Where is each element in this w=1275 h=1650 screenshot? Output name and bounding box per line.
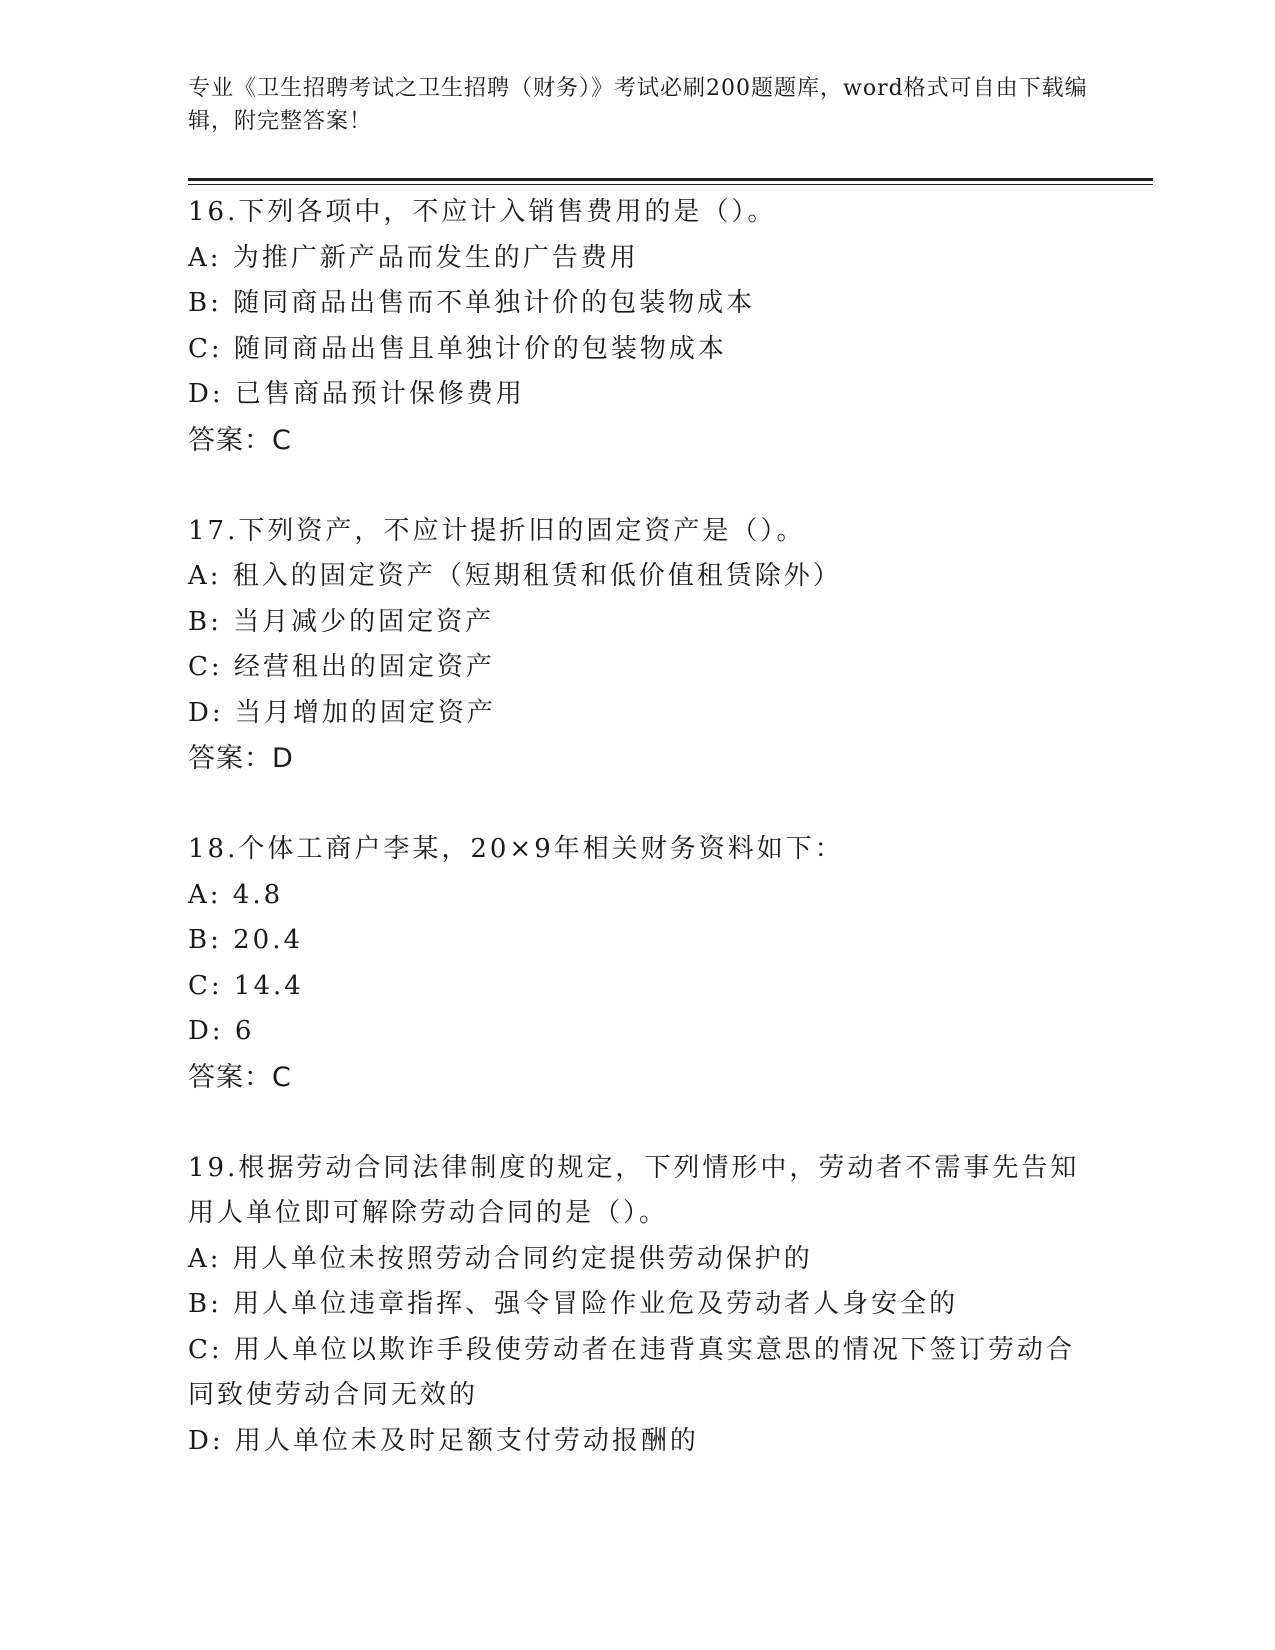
option-c: C: 经营租出的固定资产 [188, 652, 495, 682]
option-a: A: 用人单位未按照劳动合同约定提供劳动保护的 [188, 1243, 813, 1274]
question-18 [188, 827, 1088, 1100]
question-stem: 18.个体工商户李某，20×9年相关财务资料如下： [188, 834, 844, 864]
header-rule-thick [188, 178, 1153, 181]
answer-line: 答案：C [188, 1061, 292, 1093]
option-d: D: 已售商品预计保修费用 [188, 379, 525, 409]
option-b: B: 20.4 [188, 925, 304, 955]
question-stem: 17.下列资产，不应计提折旧的固定资产是（）。 [188, 515, 806, 546]
question-16 [188, 190, 1088, 463]
option-d: D: 当月增加的固定资产 [188, 697, 496, 728]
option-b: B: 随同商品出售而不单独计价的包装物成本 [188, 288, 756, 318]
option-c: C: 用人单位以欺诈手段使劳动者在违背真实意思的情况下签订劳动合同致使劳动合同无效的 [188, 1334, 1075, 1410]
answer-line: 答案：C [188, 424, 292, 456]
question-17 [188, 509, 1088, 782]
option-a: A: 为推广新产品而发生的广告费用 [188, 242, 639, 273]
header-rule-thin [188, 184, 1153, 185]
option-b: B: 当月减少的固定资产 [188, 606, 495, 637]
option-d: D: 6 [188, 1016, 255, 1046]
option-b: B: 用人单位违章指挥、强令冒险作业危及劳动者人身安全的 [188, 1289, 959, 1319]
option-a: A: 租入的固定资产（短期租赁和低价值租赁除外） [188, 561, 842, 591]
option-c: C: 随同商品出售且单独计价的包装物成本 [188, 333, 727, 364]
question-stem: 16.下列各项中，不应计入销售费用的是（）。 [188, 197, 777, 227]
option-d: D: 用人单位未及时足额支付劳动报酬的 [188, 1425, 699, 1456]
answer-line: 答案：D [188, 743, 294, 774]
question-stem: 19.根据劳动合同法律制度的规定，下列情形中，劳动者不需事先告知用人单位即可解除劳动合同的是（）。 [188, 1152, 1080, 1228]
question-19 [188, 1146, 1088, 1465]
question-list [188, 190, 1088, 1510]
option-c: C: 14.4 [188, 970, 304, 1001]
document-header: 专业《卫生招聘考试之卫生招聘（财务）》考试必刷200题题库，word格式可自由下载编辑，附完整答案！ [188, 76, 1088, 134]
option-a: A: 4.8 [188, 879, 284, 910]
